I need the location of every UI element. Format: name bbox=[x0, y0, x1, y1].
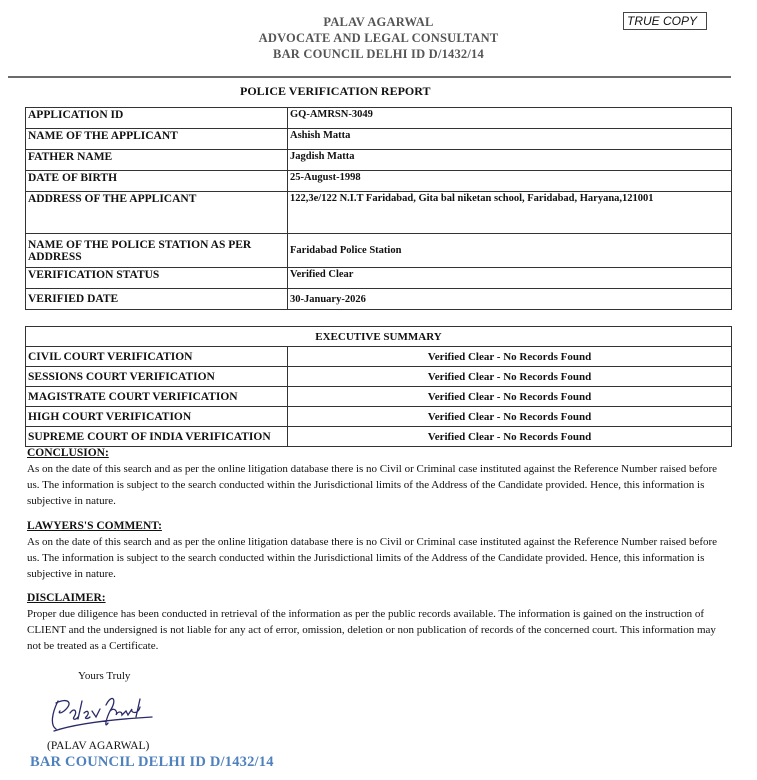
advocate-title: ADVOCATE AND LEGAL CONSULTANT bbox=[258, 31, 499, 45]
court-result: Verified Clear - No Records Found bbox=[288, 347, 732, 367]
table-row bbox=[26, 192, 732, 234]
closing-text: Yours Truly bbox=[78, 670, 131, 682]
report-title: POLICE VERIFICATION REPORT bbox=[240, 84, 431, 98]
field-value: 25-August-1998 bbox=[288, 171, 732, 192]
court-label: MAGISTRATE COURT VERIFICATION bbox=[26, 387, 288, 407]
summary-header-row bbox=[26, 327, 732, 347]
signature-icon bbox=[48, 693, 158, 737]
true-copy-stamp: TRUE COPY bbox=[623, 12, 707, 30]
field-label: DATE OF BIRTH bbox=[26, 171, 288, 192]
court-result: Verified Clear - No Records Found bbox=[288, 367, 732, 387]
field-label: NAME OF THE POLICE STATION AS PER ADDRESS bbox=[26, 234, 288, 268]
lawyers-comment-heading: LAWYERS'S COMMENT: bbox=[27, 520, 162, 532]
field-value: 30-January-2026 bbox=[288, 289, 732, 310]
table-row bbox=[26, 347, 732, 367]
field-label: ADDRESS OF THE APPLICANT bbox=[26, 192, 288, 234]
header-divider bbox=[8, 76, 731, 78]
disclaimer-text: Proper due diligence has been conducted in retrieval of the information as per the public records available. The information is gained on the instruction of CLIENT and the undersigned is not liable for any act of error, omission, deletion or non publication of records of the concerned court. This information may not be treated as a Certificate. bbox=[27, 608, 716, 652]
executive-summary-table bbox=[25, 326, 732, 447]
court-label: HIGH COURT VERIFICATION bbox=[26, 407, 288, 427]
field-label: VERIFICATION STATUS bbox=[26, 268, 288, 289]
court-label: SUPREME COURT OF INDIA VERIFICATION bbox=[26, 427, 288, 447]
table-row bbox=[26, 289, 732, 310]
court-result: Verified Clear - No Records Found bbox=[288, 407, 732, 427]
signatory-name: (PALAV AGARWAL) bbox=[47, 740, 150, 752]
field-value: Verified Clear bbox=[288, 268, 732, 289]
signatory-bar-id: BAR COUNCIL DELHI ID D/1432/14 bbox=[30, 754, 274, 770]
applicant-details-table bbox=[25, 107, 732, 310]
table-row bbox=[26, 367, 732, 387]
court-result: Verified Clear - No Records Found bbox=[288, 427, 732, 447]
table-row bbox=[26, 150, 732, 171]
court-label: CIVIL COURT VERIFICATION bbox=[26, 347, 288, 367]
lawyers-comment-text: As on the date of this search and as per the online litigation database there is no Civil or Criminal case instituted against the Reference Number raised before us. The information is subject to the search conducted within the Jurisdictional limits of the Address of the Candidate provided. Hence, this information is subjective in nature. bbox=[27, 536, 718, 580]
conclusion-heading: CONCLUSION: bbox=[27, 447, 109, 459]
field-value: Faridabad Police Station bbox=[288, 234, 732, 268]
table-row bbox=[26, 171, 732, 192]
field-label: APPLICATION ID bbox=[26, 108, 288, 129]
disclaimer-heading: DISCLAIMER: bbox=[27, 592, 106, 604]
field-value: Ashish Matta bbox=[288, 129, 732, 150]
field-value: Jagdish Matta bbox=[288, 150, 732, 171]
table-row bbox=[26, 108, 732, 129]
field-label: FATHER NAME bbox=[26, 150, 288, 171]
bar-council-id: BAR COUNCIL DELHI ID D/1432/14 bbox=[273, 47, 484, 61]
disclaimer-section bbox=[27, 591, 727, 654]
conclusion-text: As on the date of this search and as per the online litigation database there is no Civil or Criminal case instituted against the Reference Number raised before us. The information is subject to the search conducted within the Jurisdictional limits of the Address of the Candidate provided. Hence, this information is subjective in nature. bbox=[27, 463, 718, 507]
court-result: Verified Clear - No Records Found bbox=[288, 387, 732, 407]
advocate-name: PALAV AGARWAL bbox=[323, 15, 434, 29]
table-row bbox=[26, 407, 732, 427]
field-label: NAME OF THE APPLICANT bbox=[26, 129, 288, 150]
lawyers-comment-section bbox=[27, 519, 727, 582]
conclusion-section bbox=[27, 446, 727, 509]
field-value: GQ-AMRSN-3049 bbox=[288, 108, 732, 129]
table-row bbox=[26, 129, 732, 150]
court-label: SESSIONS COURT VERIFICATION bbox=[26, 367, 288, 387]
summary-title: EXECUTIVE SUMMARY bbox=[26, 327, 732, 347]
table-row bbox=[26, 268, 732, 289]
field-value: 122,3e/122 N.I.T Faridabad, Gita bal niketan school, Faridabad, Haryana,121001 bbox=[288, 192, 732, 234]
field-label: VERIFIED DATE bbox=[26, 289, 288, 310]
table-row bbox=[26, 387, 732, 407]
table-row bbox=[26, 234, 732, 268]
table-row bbox=[26, 427, 732, 447]
